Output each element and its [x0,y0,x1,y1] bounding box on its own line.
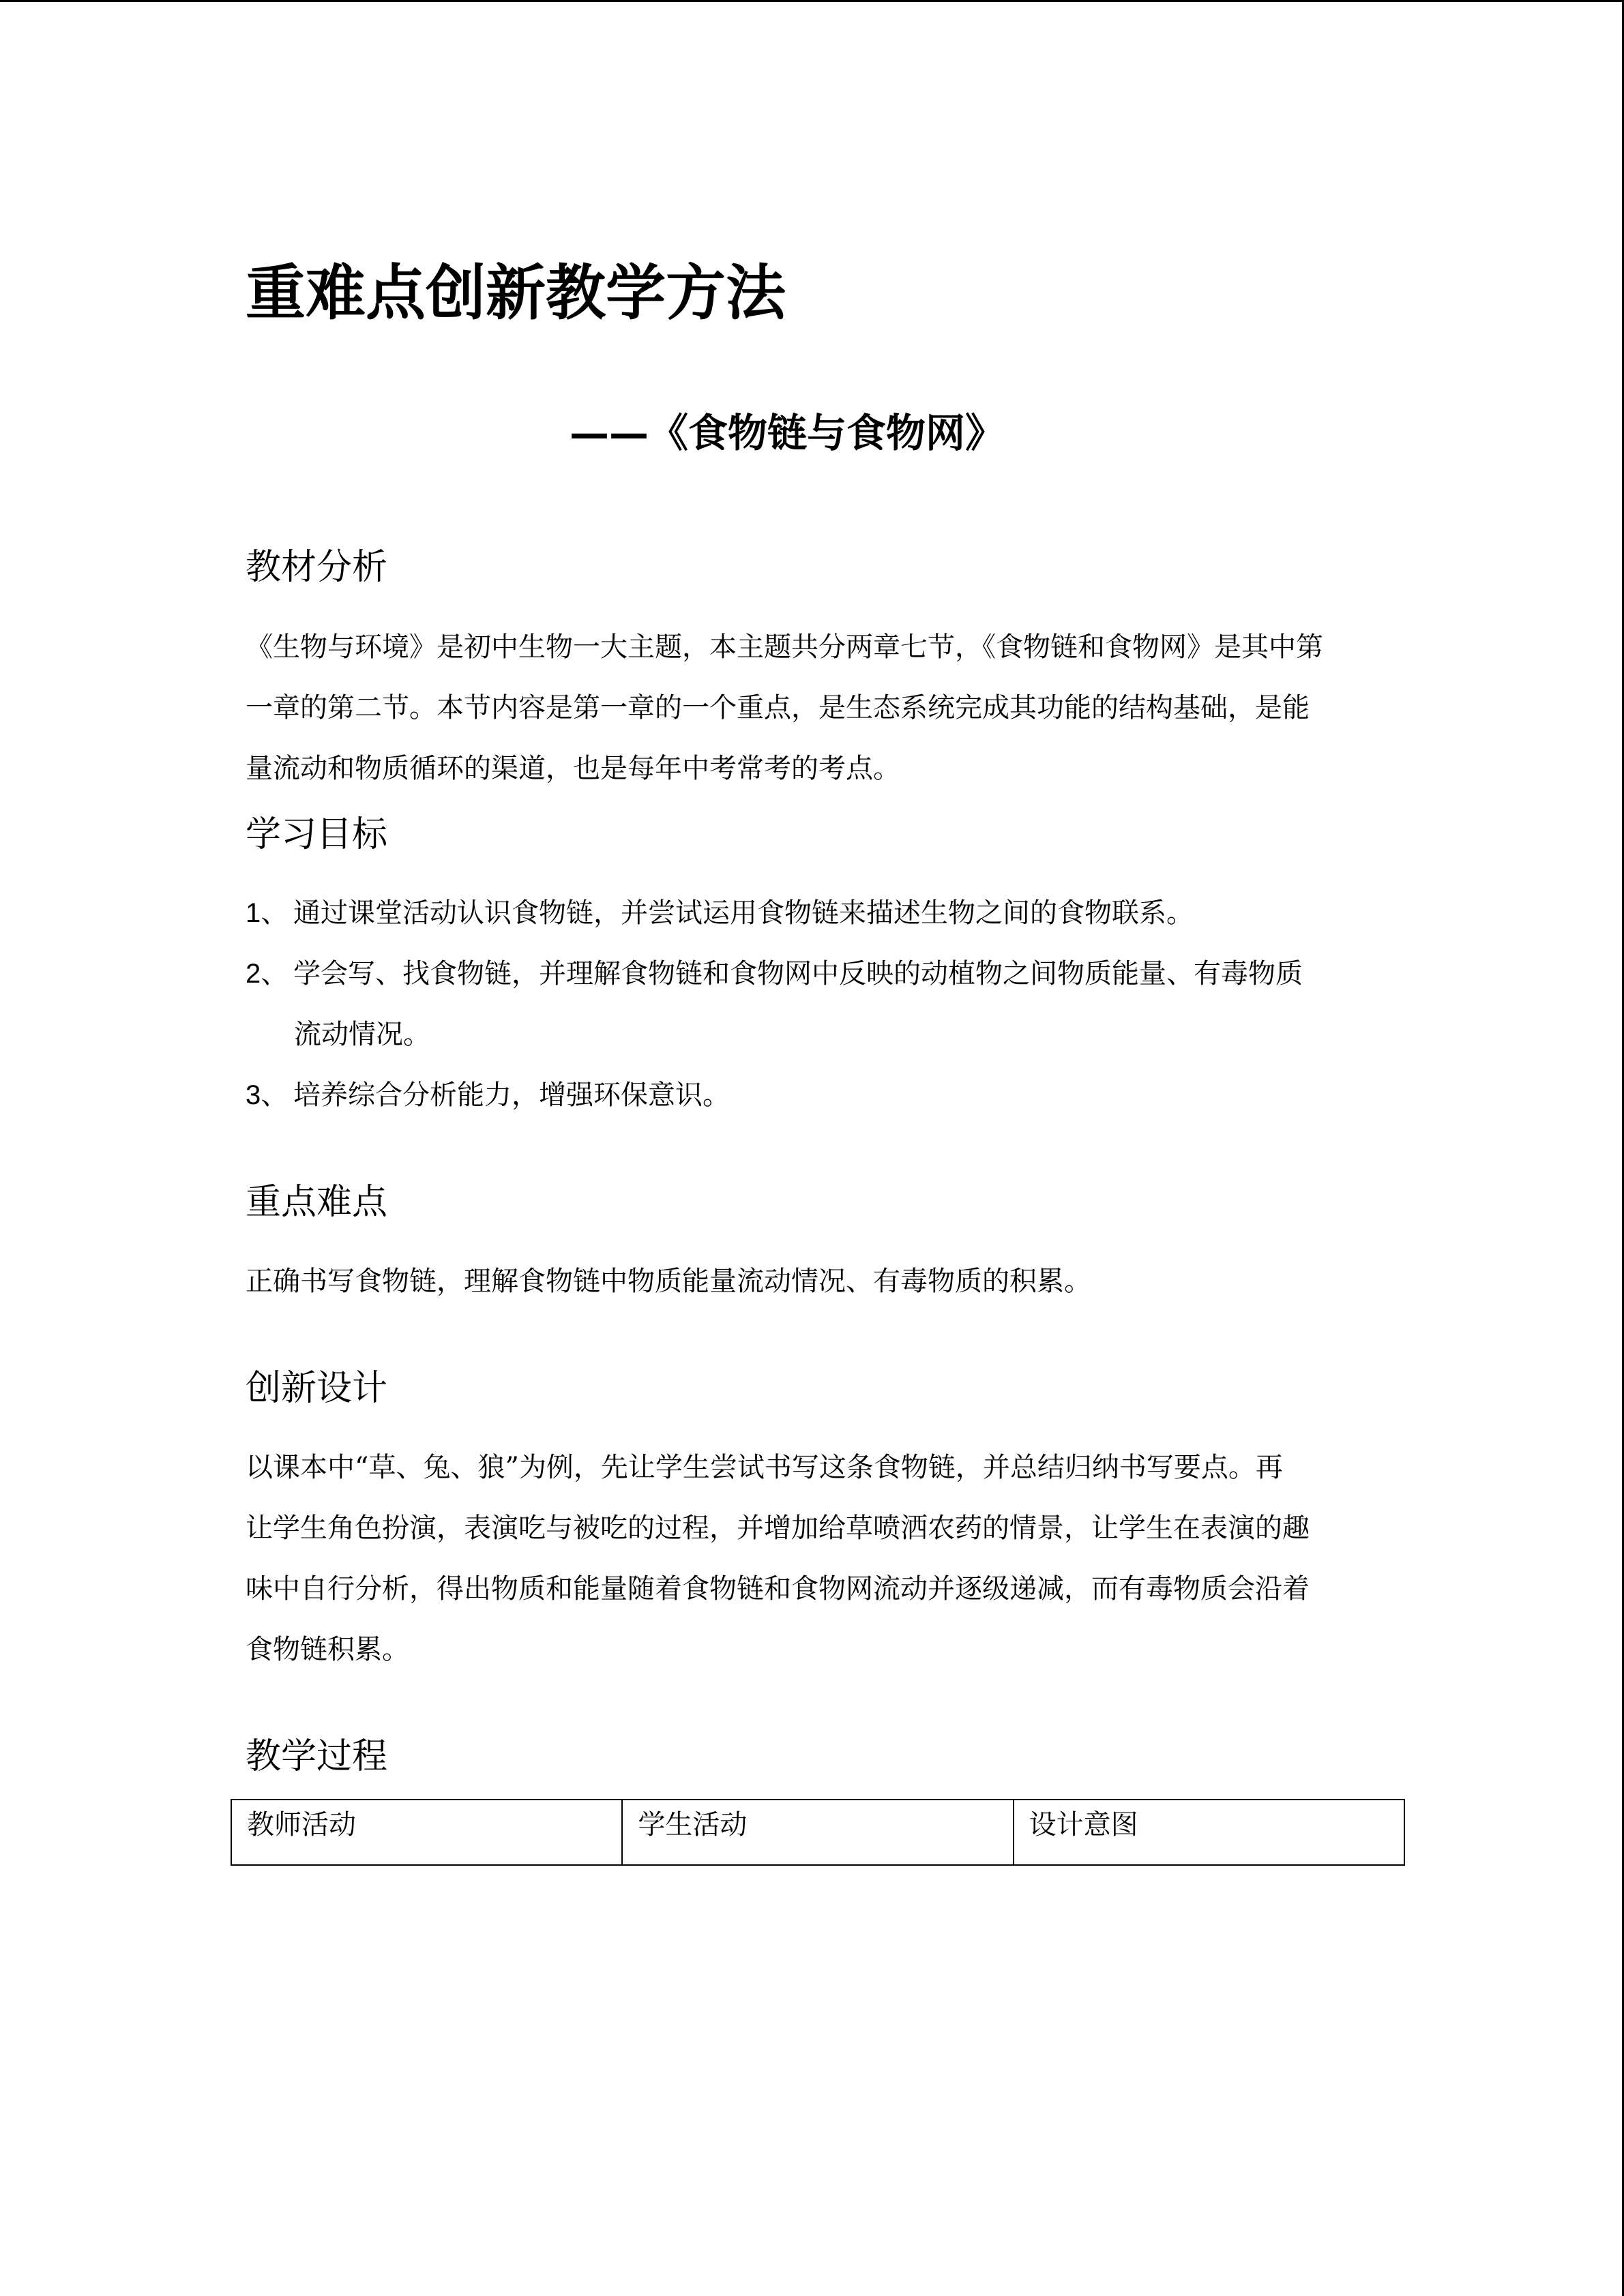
section-heading-innovation: 创新设计 [246,1368,388,1409]
column-header-teacher: 教师活动 [231,1800,622,1865]
process-table [231,1799,1405,1866]
innovation-line-4: 食物链积累。 [246,1634,409,1665]
column-header-student: 学生活动 [622,1800,1013,1865]
section-heading-process: 教学过程 [246,1736,388,1777]
goal-number: 3、 [246,1080,289,1110]
table-header-row [231,1800,1404,1865]
materials-line-2: 一章的第二节。本节内容是第一章的一个重点，是生态系统完成其功能的结构基础，是能 [246,692,1310,724]
goal-number: 1、 [246,898,289,928]
goal-item-2-continuation: 流动情况。 [294,1019,430,1050]
goal-text: 培养综合分析能力，增强环保意识。 [293,1079,730,1111]
materials-line-1: 《生物与环境》是初中生物一大主题，本主题共分两章七节，《食物链和食物网》是其中第 [246,631,1323,663]
innovation-line-2: 让学生角色扮演，表演吃与被吃的过程，并增加给草喷洒农药的情景，让学生在表演的趣 [246,1512,1310,1544]
materials-line-3: 量流动和物质循环的渠道，也是每年中考常考的考点。 [246,753,900,784]
section-heading-materials: 教材分析 [246,547,388,588]
section-heading-goals: 学习目标 [246,814,388,855]
document-subtitle: ——《食物链与食物网》 [570,410,1005,456]
page-top-border [0,0,1624,2]
innovation-line-3: 味中自行分析，得出物质和能量随着食物链和食物网流动并逐级递减，而有毒物质会沿着 [246,1573,1310,1605]
goal-text: 通过课堂活动认识食物链，并尝试运用食物链来描述生物之间的食物联系。 [293,897,1194,929]
section-heading-key-points: 重点难点 [246,1182,388,1223]
goal-item-1 [246,883,1194,944]
document-title: 重难点创新教学方法 [246,258,786,328]
goal-text: 学会写、找食物链，并理解食物链和食物网中反映的动植物之间物质能量、有毒物质 [293,958,1303,989]
goal-item-3 [246,1065,730,1126]
key-points-text: 正确书写食物链，理解食物链中物质能量流动情况、有毒物质的积累。 [246,1266,1091,1297]
column-header-intent: 设计意图 [1014,1800,1404,1865]
goal-number: 2、 [246,959,289,989]
innovation-line-1: 以课本中“草、兔、狼”为例，先让学生尝试书写这条食物链，并总结归纳书写要点。再 [246,1452,1283,1483]
goal-item-2 [246,944,1303,1004]
